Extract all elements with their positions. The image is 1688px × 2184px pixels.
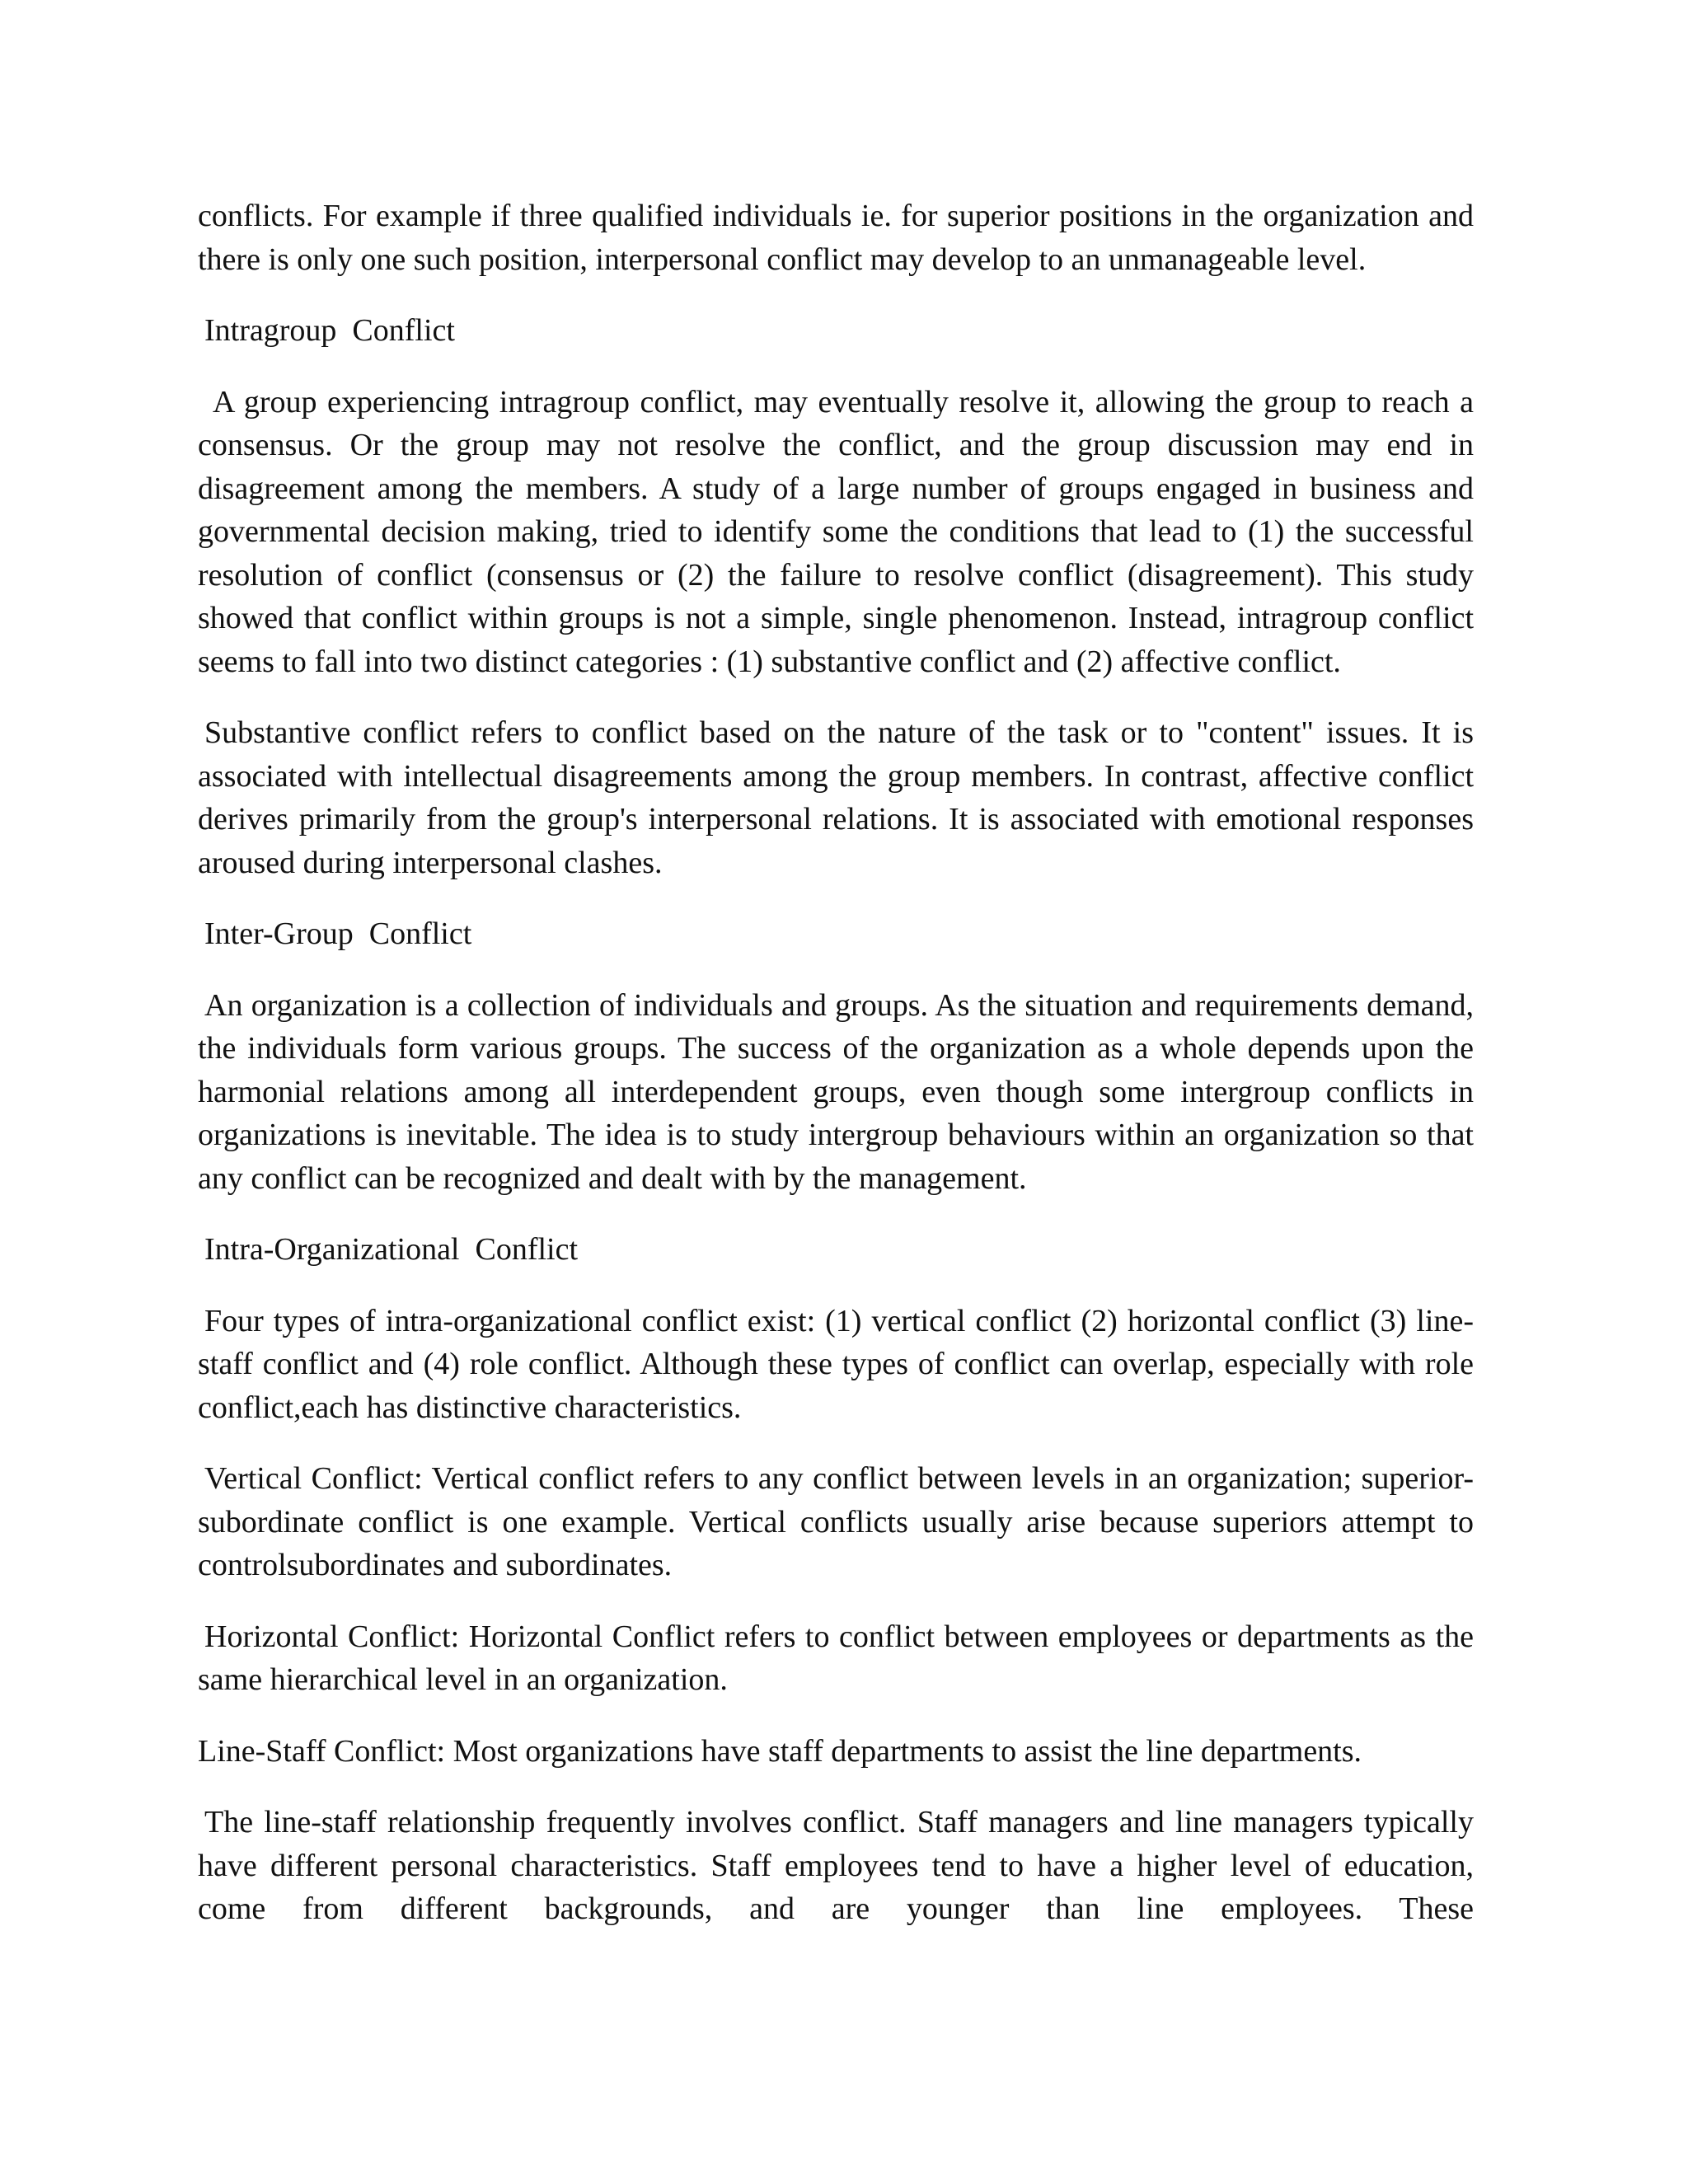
paragraph-line-staff-conflict: Line-Staff Conflict: Most organizations have staff departments to assist the line departments. — [198, 1733, 1362, 1769]
heading-intragroup-conflict: Intragroup Conflict — [204, 313, 455, 348]
document-body — [198, 194, 1474, 1959]
heading-inter-group-conflict: Inter-Group Conflict — [204, 916, 472, 951]
paragraph-substantive-conflict: Substantive conflict refers to conflict based on the nature of the task or to "content" issues. It is associated with intellectual disagreements among the group members. In contrast, affective conflict derives primarily from the group's interpersonal relations. It is associated with emotional responses aroused during interpersonal clashes. — [198, 715, 1474, 880]
paragraph-line-staff-relationship: The line-staff relationship frequently involves conflict. Staff managers and line managers typically have different personal characteristics. Staff employees tend to have a higher level of education, come from different backgrounds, and are younger than line employees. These — [198, 1805, 1474, 1926]
paragraph-inter-group-conflict: An organization is a collection of individuals and groups. As the situation and requirements demand, the individuals form various groups. The success of the organization as a whole depends upon the harmonial relations among all interdependent groups, even though some intergroup conflicts in organizations is inevitable. The idea is to study intergroup behaviours within an organization so that any conflict can be recognized and dealt with by the management. — [198, 987, 1474, 1196]
paragraph-horizontal-conflict: Horizontal Conflict: Horizontal Conflict refers to conflict between employees or departments as the same hierarchical level in an organization. — [198, 1619, 1474, 1697]
paragraph-intragroup-conflict: A group experiencing intragroup conflict, may eventually resolve it, allowing the group to reach a consensus. Or the group may not resolve the conflict, and the group discussion may end in disagreement among the members. A study of a large number of groups engaged in business and governmental decision making, tried to identify some the conditions that lead to (1) the successful resolution of conflict (consensus or (2) the failure to resolve conflict (disagreement). This study showed that conflict within groups is not a simple, single phenomenon. Instead, intragroup conflict seems to fall into two distinct categories : (1) substantive conflict and (2) affective conflict. — [198, 384, 1474, 679]
heading-intra-organizational-conflict: Intra-Organizational Conflict — [204, 1232, 579, 1267]
paragraph-intra-organizational-types: Four types of intra-organizational conflict exist: (1) vertical conflict (2) horizontal conflict (3) line-staff conflict and (4) role conflict. Although these types of conflict can overlap, especially with role conflict,each has distinctive characteristics. — [198, 1303, 1474, 1425]
paragraph-interpersonal-conclusion: conflicts. For example if three qualified individuals ie. for superior positions in the organization and there is only one such position, interpersonal conflict may develop to an unmanageable level. — [198, 199, 1474, 277]
paragraph-vertical-conflict: Vertical Conflict: Vertical conflict refers to any conflict between levels in an organization; superior-subordinate conflict is one example. Vertical conflicts usually arise because superiors attempt to controlsubordinates and subordinates. — [198, 1461, 1474, 1582]
